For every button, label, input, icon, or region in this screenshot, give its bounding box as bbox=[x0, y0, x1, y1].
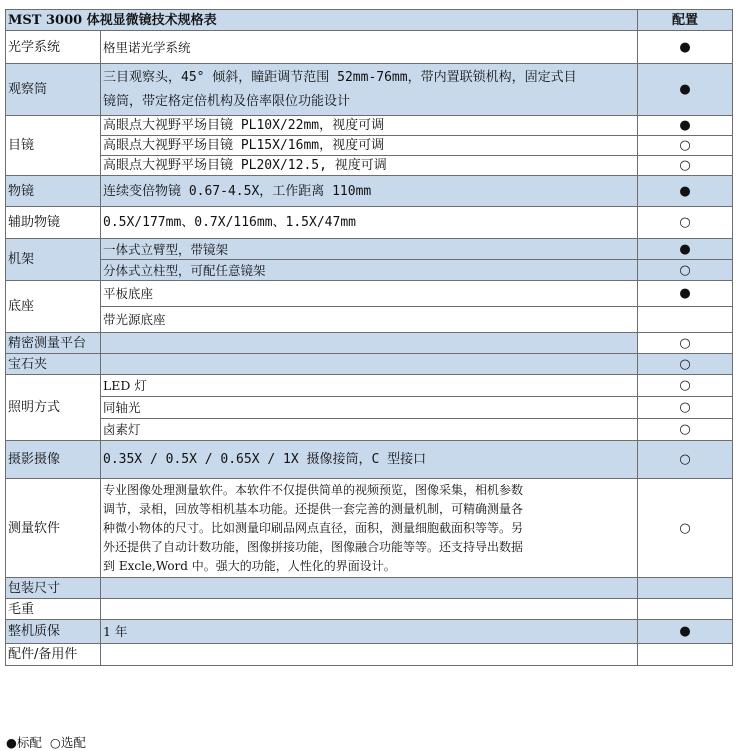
row-software bbox=[6, 479, 733, 578]
row-name: 摄影摄像 bbox=[6, 441, 101, 479]
row-name: 精密测量平台 bbox=[6, 333, 101, 354]
row-light bbox=[6, 375, 733, 397]
desc-line: 外还提供了自动计数功能，图像拼接功能，图像融合功能等等。还支持导出数据 bbox=[103, 539, 524, 554]
row-desc: 0.5X/177mm、0.7X/116mm、1.5X/47mm bbox=[101, 207, 638, 239]
spec-table bbox=[5, 9, 733, 666]
config-mark: ● bbox=[638, 620, 733, 644]
row-base bbox=[6, 281, 733, 307]
row-desc bbox=[101, 644, 638, 666]
row-camera bbox=[6, 441, 733, 479]
legend-standard: ●标配 bbox=[6, 735, 42, 750]
config-mark: ○ bbox=[638, 419, 733, 441]
row-stand bbox=[6, 239, 733, 260]
row-desc: 1 年 bbox=[101, 620, 638, 644]
row-name: 宝石夹 bbox=[6, 354, 101, 375]
desc-line: 调节，录相，回放等相机基本功能。还提供一套完善的测量机制，可精确测量各 bbox=[103, 501, 524, 516]
row-desc bbox=[101, 599, 638, 620]
row-desc: 带光源底座 bbox=[101, 307, 638, 333]
config-mark: ○ bbox=[638, 479, 733, 578]
row-desc: 一体式立臂型，带镜架 bbox=[101, 239, 638, 260]
config-mark bbox=[638, 599, 733, 620]
row-desc bbox=[101, 64, 638, 116]
config-mark: ○ bbox=[638, 354, 733, 375]
config-mark: ○ bbox=[638, 156, 733, 176]
row-name: 机架 bbox=[6, 239, 101, 281]
row-eyepiece bbox=[6, 116, 733, 136]
row-platform bbox=[6, 333, 733, 354]
config-mark: ○ bbox=[638, 136, 733, 156]
row-desc: 高眼点大视野平场目镜 PL15X/16mm，视度可调 bbox=[101, 136, 638, 156]
legend-optional: ○选配 bbox=[49, 735, 86, 750]
config-mark bbox=[638, 578, 733, 599]
row-name: 整机质保 bbox=[6, 620, 101, 644]
row-name: 毛重 bbox=[6, 599, 101, 620]
row-eyepiece-3 bbox=[6, 156, 733, 176]
table-title: MST 3000 体视显微镜技术规格表 bbox=[6, 10, 638, 31]
row-light-2 bbox=[6, 397, 733, 419]
row-name: 光学系统 bbox=[6, 31, 101, 64]
row-eyepiece-2 bbox=[6, 136, 733, 156]
row-accessories bbox=[6, 644, 733, 666]
config-mark: ○ bbox=[638, 207, 733, 239]
config-mark: ○ bbox=[638, 397, 733, 419]
row-name: 照明方式 bbox=[6, 375, 101, 441]
row-clamp bbox=[6, 354, 733, 375]
config-mark: ● bbox=[638, 64, 733, 116]
row-desc: 平板底座 bbox=[101, 281, 638, 307]
desc-line: 专业图像处理测量软件。本软件不仅提供简单的视频预览，图像采集，相机参数 bbox=[103, 482, 524, 497]
config-header: 配置 bbox=[638, 10, 733, 31]
row-desc: 同轴光 bbox=[101, 397, 638, 419]
row-stand-2 bbox=[6, 260, 733, 281]
row-desc: 格里诺光学系统 bbox=[101, 31, 638, 64]
row-desc: 卤素灯 bbox=[101, 419, 638, 441]
row-desc: 分体式立柱型，可配任意镜架 bbox=[101, 260, 638, 281]
row-name: 配件/备用件 bbox=[6, 644, 101, 666]
legend bbox=[6, 733, 90, 751]
row-base-2 bbox=[6, 307, 733, 333]
row-name: 物镜 bbox=[6, 176, 101, 207]
row-aux bbox=[6, 207, 733, 239]
row-light-3 bbox=[6, 419, 733, 441]
row-desc bbox=[101, 333, 638, 354]
desc-line: 镜筒，带定格定倍机构及倍率限位功能设计 bbox=[103, 93, 351, 109]
header-row bbox=[6, 10, 733, 31]
config-mark: ● bbox=[638, 239, 733, 260]
config-mark bbox=[638, 307, 733, 333]
row-optics bbox=[6, 31, 733, 64]
config-mark: ○ bbox=[638, 441, 733, 479]
desc-line: 种微小物体的尺寸。比如测量印刷品网点直径，面积，测量细胞截面积等等。另 bbox=[103, 520, 524, 535]
row-desc: 连续变倍物镜 0.67-4.5X，工作距离 110mm bbox=[101, 176, 638, 207]
config-mark: ● bbox=[638, 281, 733, 307]
config-mark: ● bbox=[638, 116, 733, 136]
desc-line: 到 Excle,Word 中。强大的功能，人性化的界面设计。 bbox=[103, 558, 396, 573]
config-mark: ○ bbox=[638, 260, 733, 281]
row-desc bbox=[101, 578, 638, 599]
row-desc bbox=[101, 479, 638, 578]
row-desc: 0.35X / 0.5X / 0.65X / 1X 摄像接筒，C 型接口 bbox=[101, 441, 638, 479]
config-mark: ○ bbox=[638, 375, 733, 397]
row-name: 包装尺寸 bbox=[6, 578, 101, 599]
row-desc bbox=[101, 354, 638, 375]
row-name: 测量软件 bbox=[6, 479, 101, 578]
row-name: 底座 bbox=[6, 281, 101, 333]
row-weight bbox=[6, 599, 733, 620]
config-mark: ○ bbox=[638, 333, 733, 354]
row-desc: LED 灯 bbox=[101, 375, 638, 397]
row-desc: 高眼点大视野平场目镜 PL20X/12.5, 视度可调 bbox=[101, 156, 638, 176]
row-warranty bbox=[6, 620, 733, 644]
row-package bbox=[6, 578, 733, 599]
row-head bbox=[6, 64, 733, 116]
config-mark bbox=[638, 644, 733, 666]
row-name: 辅助物镜 bbox=[6, 207, 101, 239]
desc-line: 三目观察头，45° 倾斜，瞳距调节范围 52mm-76mm，带内置联锁机构，固定式目 bbox=[103, 69, 577, 85]
row-objective bbox=[6, 176, 733, 207]
config-mark: ● bbox=[638, 31, 733, 64]
row-name: 目镜 bbox=[6, 116, 101, 176]
config-mark: ● bbox=[638, 176, 733, 207]
row-name: 观察筒 bbox=[6, 64, 101, 116]
row-desc: 高眼点大视野平场目镜 PL10X/22mm，视度可调 bbox=[101, 116, 638, 136]
